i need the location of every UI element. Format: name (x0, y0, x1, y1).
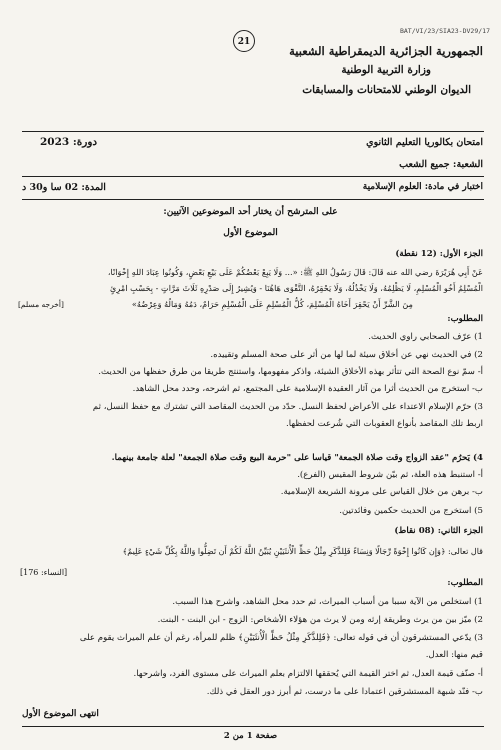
part2-q3a: أ- صنّف قيمة العدل، ثم اختر القيمة التي يُحققها الالتزام بعلم الميراث على مستوى الفرد، واشرحها. (133, 669, 483, 679)
part1-q4: 4) يَحرُم "عقد الزواج وقت صلاة الجمعة" قياسا على "حرمة البيع وقت صلاة الجمعة" لعلة جامعة بينهما. (111, 453, 483, 463)
hadith-line-1: عَنْ أَبِي هُرَيْرَةَ رضي الله عنه قَالَ: قَالَ رَسُولُ اللهِ ﷺ: «... وَلَا يَبِعْ بَعْضُكُمْ عَلَى بَيْعِ بَعْضٍ، وَكُونُوا عِبَادَ اللهِ إِخْوَانًا، (107, 267, 483, 277)
hadith-line-3: مِنَ الشَّرِّ أَنْ يَحْقِرَ أَخَاهُ الْمُسْلِمَ، كُلُّ الْمُسْلِمِ عَلَى الْمُسْلِمِ حَرَامٌ، دَمُهُ وَمَالُهُ وَعِرْضُهُ» (131, 299, 413, 309)
part2-required: المطلوب: (447, 578, 483, 588)
choose-instruction: على المترشح أن يختار أحد الموضوعين الآتيين: (163, 207, 338, 217)
part1-title: الجزء الأول: (12 نقطة) (395, 249, 483, 259)
part1-q4b: ب- برهن من خلال القياس على مرونة الشريعة الإسلامية. (280, 487, 483, 497)
branch: الشعبة: جميع الشعب (399, 159, 483, 170)
part2-q2: 2) ميّز بين من يرث وطريقة إرثه ومن لا يرث من هؤلاء الأشخاص: الزوج - ابن البنت - البنت. (157, 615, 483, 625)
footer-separator (22, 726, 484, 727)
seal-icon: 21 (233, 30, 255, 52)
page-number: صفحة 1 من 2 (223, 731, 278, 741)
part1-q3-line-1: 3) حرّم الإسلام الاعتداء على الأعراض لحفظ النسل. حدّد من الحديث المقاصد التي تشترك مع حفظ النسل، ثم (92, 402, 483, 412)
document-code: BAT/VI/23/SIA23-DV29/17 (399, 27, 490, 35)
part2-q1: 1) استخلص من الآية سببا من أسباب الميراث، ثم حدد محل الشاهد، واشرح هذا السبب. (172, 597, 483, 607)
part2-q3-line-1: 3) يدّعي المستشرقون أن في قوله تعالى: ﴿فَلِلذَّكَرِ مِثْلُ حَظِّ الْأُنثَيَيْنِ﴾ ظلم للمرأة، رغم أن علم الميراث يقوم على (79, 633, 483, 643)
verse-reference: [النساء: 176] (20, 568, 68, 577)
office-title: الديوان الوطني للامتحانات والمسابقات (302, 84, 471, 96)
subject-separator (22, 199, 484, 200)
header-separator (22, 131, 484, 132)
exam-title: امتحان بكالوريا التعليم الثانوي (366, 137, 483, 148)
part2-q3b: ب- فنّد شبهة المستشرقين اعتمادا على ما درست، ثم أبرز دور العقل في ذلك. (206, 687, 483, 697)
hadith-line-2: الْمُسْلِمُ أَخُو الْمُسْلِمِ، لَا يَظْلِمُهُ، وَلَا يَخْذُلُهُ، وَلَا يَحْقِرُهُ، التَّقْوَى هَاهُنَا - وَيُشِيرُ إِلَى صَدْرِهِ ثَلَاثَ مَرَّاتٍ - بِحَسْبِ امْرِئٍ (109, 283, 483, 293)
part1-required: المطلوب: (447, 314, 483, 324)
part2-q3-line-2: قيم منها: العدل. (425, 650, 483, 660)
hadith-source: [أخرجه مسلم] (18, 300, 64, 309)
topic-title: الموضوع الأول (223, 228, 278, 238)
quran-verse: قال تعالى: ﴿وَإِن كَانُوا إِخْوَةً رِّجَالًا وَنِسَاءً فَلِلذَّكَرِ مِثْلُ حَظِّ الْأُنثَيَيْنِ يُبَيِّنُ اللَّهُ لَكُمْ أَن تَضِلُّوا وَاللَّهُ بِكُلِّ شَيْءٍ عَلِيمٌ﴾ (122, 547, 483, 556)
part1-q5: 5) استخرج من الحديث حكمين وفائدتين. (339, 506, 483, 516)
duration: المدة: 02 سا و30 د (22, 182, 106, 193)
subject: اختبار في مادة: العلوم الإسلامية (362, 182, 483, 192)
part1-q4a: أ- استنبط هذه العلة، ثم بيّن شروط المقيس (الفرع). (297, 470, 483, 480)
branch-separator (22, 176, 484, 177)
part1-q2a: أ- سمّ نوع الصحة التي تتأثر بهذه الأخلاق الشيئة، واذكر مفهومها، واستنتج طريقا من طرق حفظها من الحديث. (98, 367, 483, 377)
part1-q3-line-2: اربط تلك المقاصد بأنواع العقوبات التي شُرعت لحفظها. (286, 419, 483, 429)
ministry-title: وزارة التربية الوطنية (341, 64, 431, 76)
part1-q1: 1) عرّف الصحابي راوي الحديث. (368, 332, 483, 342)
topic-end-note: انتهى الموضوع الأول (22, 709, 99, 719)
republic-title: الجمهورية الجزائرية الديمقراطية الشعبية (289, 44, 483, 58)
part1-q2: 2) في الحديث نهي عن أخلاق سيئة لما لها من أثر على صحة المسلم وتقييده. (210, 350, 483, 360)
part1-q2b: ب- استخرج من الحديث أثرا من آثار العقيدة الإسلامية على المجتمع، ثم اشرحه، وحدد محل الشاهد. (132, 384, 483, 394)
session: دورة: 2023 (40, 136, 98, 148)
part2-title: الجزء الثاني: (08 نقاط) (394, 526, 483, 536)
